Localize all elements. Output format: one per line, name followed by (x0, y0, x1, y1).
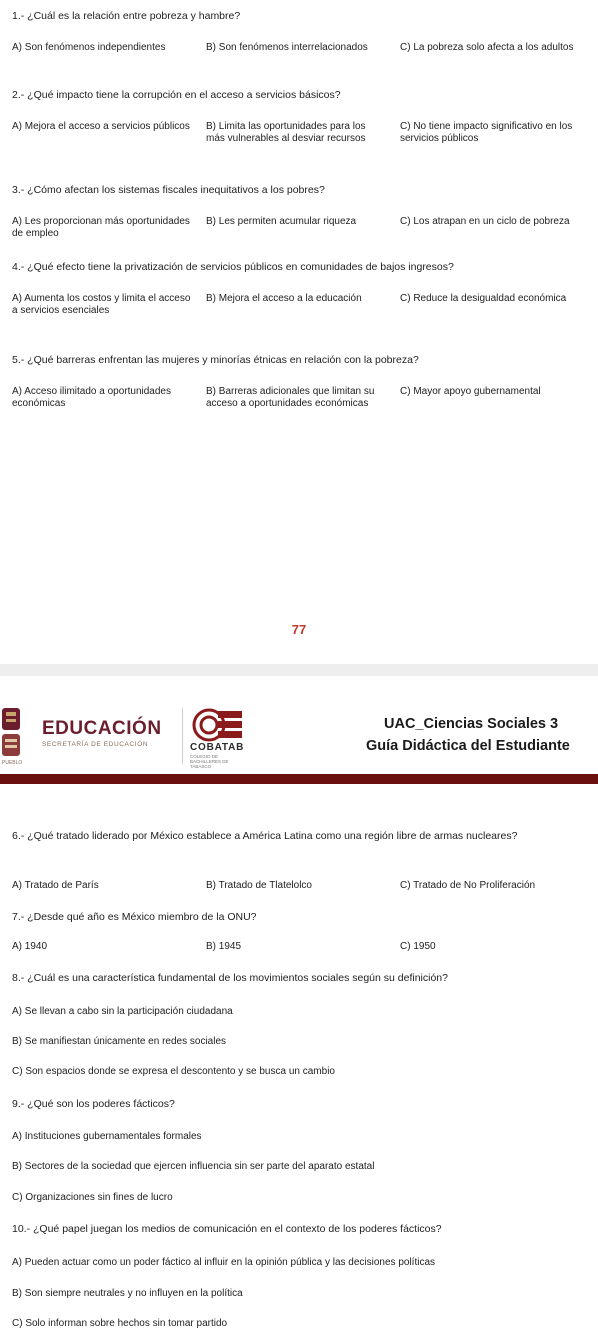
question-3: 3.- ¿Cómo afectan los sistemas fiscales inequitativos a los pobres? (12, 184, 325, 196)
course-title: UAC_Ciencias Sociales 3 (384, 716, 559, 732)
question-9-option-c: C) Organizaciones sin fines de lucro (12, 1192, 173, 1203)
question-5-option-c: C) Mayor apoyo gubernamental (400, 386, 541, 397)
question-2-option-a: A) Mejora el acceso a servicios públicos (12, 121, 190, 132)
question-6: 6.- ¿Qué tratado liderado por México establece a América Latina como una región libre de armas nucleares? (12, 830, 518, 842)
question-10: 10.- ¿Qué papel juegan los medios de comunicación en el contexto de los poderes fácticos? (12, 1223, 442, 1235)
page-separator (0, 664, 598, 676)
header-divider (182, 708, 183, 764)
question-1-option-a: A) Son fenómenos independientes (12, 42, 166, 53)
question-10-option-b: B) Son siempre neutrales y no influyen en la política (12, 1288, 243, 1299)
question-3-option-a: A) Les proporcionan más oportunidades de empleo (12, 216, 190, 239)
question-9-option-b: B) Sectores de la sociedad que ejercen influencia sin ser parte del aparato estatal (12, 1161, 375, 1172)
question-4-option-c: C) Reduce la desigualdad económica (400, 293, 567, 304)
question-8-option-a: A) Se llevan a cabo sin la participación ciudadana (12, 1006, 233, 1017)
question-9: 9.- ¿Qué son los poderes fácticos? (12, 1098, 175, 1110)
cobatab-logo-icon (192, 708, 246, 742)
document-header (0, 676, 598, 776)
question-7-option-a: A) 1940 (12, 941, 48, 952)
question-4-option-b: B) Mejora el acceso a la educación (206, 293, 362, 304)
question-8: 8.- ¿Cuál es una característica fundamental de los movimientos sociales según su definición? (12, 972, 448, 984)
question-3-option-c: C) Los atrapan en un ciclo de pobreza (400, 216, 570, 227)
question-6-option-a: A) Tratado de París (12, 880, 99, 891)
question-10-option-a: A) Pueden actuar como un poder fáctico al influir en la opinión pública y las decisiones políticas (12, 1257, 436, 1268)
worksheet-page-78 (0, 676, 598, 1339)
question-7-option-b: B) 1945 (206, 941, 242, 952)
question-2-option-b: B) Limita las oportunidades para los más vulnerables al desviar recursos (206, 121, 366, 144)
question-5-option-b: B) Barreras adicionales que limitan su acceso a oportunidades económicas (206, 386, 375, 409)
question-8-option-b: B) Se manifiestan únicamente en redes sociales (12, 1036, 227, 1047)
guide-title: Guía Didáctica del Estudiante (366, 738, 570, 754)
state-shield-icon (0, 706, 22, 762)
question-2: 2.- ¿Qué impacto tiene la corrupción en el acceso a servicios básicos? (12, 89, 341, 101)
question-6-option-c: C) Tratado de No Proliferación (400, 880, 536, 891)
question-7: 7.- ¿Desde qué año es México miembro de la ONU? (12, 911, 257, 923)
education-logo-title: EDUCACIÓN (42, 718, 162, 739)
question-1-option-b: B) Son fenómenos interrelacionados (206, 42, 368, 53)
question-3-option-b: B) Les permiten acumular riqueza (206, 216, 357, 227)
question-7-option-c: C) 1950 (400, 941, 436, 952)
question-9-option-a: A) Instituciones gubernamentales formales (12, 1131, 202, 1142)
education-logo-state: PUEBLO (2, 760, 23, 766)
cobatab-logo-text: COBATAB (190, 742, 245, 753)
education-logo-subtitle: SECRETARÍA DE EDUCACIÓN (42, 741, 149, 748)
question-5-option-a: A) Acceso ilimitado a oportunidades económicas (12, 386, 171, 409)
page-number: 77 (291, 622, 307, 637)
question-1-option-c: C) La pobreza solo afecta a los adultos (400, 42, 574, 53)
question-6-option-b: B) Tratado de Tlatelolco (206, 880, 312, 891)
question-4-option-a: A) Aumenta los costos y limita el acceso a servicios esenciales (12, 293, 191, 316)
question-10-option-c: C) Solo informan sobre hechos sin tomar partido (12, 1318, 228, 1329)
question-5: 5.- ¿Qué barreras enfrentan las mujeres y minorías étnicas en relación con la pobreza? (12, 354, 419, 366)
worksheet-page-77 (0, 0, 598, 664)
question-4: 4.- ¿Qué efecto tiene la privatización de servicios públicos en comunidades de bajos ingresos? (12, 261, 454, 273)
cobatab-logo-subtitle: COLEGIO DE BACHILLERES DE TABASCO (190, 754, 229, 769)
question-8-option-c: C) Son espacios donde se expresa el descontento y se busca un cambio (12, 1066, 335, 1077)
question-1: 1.- ¿Cuál es la relación entre pobreza y hambre? (12, 10, 241, 22)
question-2-option-c: C) No tiene impacto significativo en los servicios públicos (400, 121, 573, 144)
header-bar (0, 774, 598, 784)
